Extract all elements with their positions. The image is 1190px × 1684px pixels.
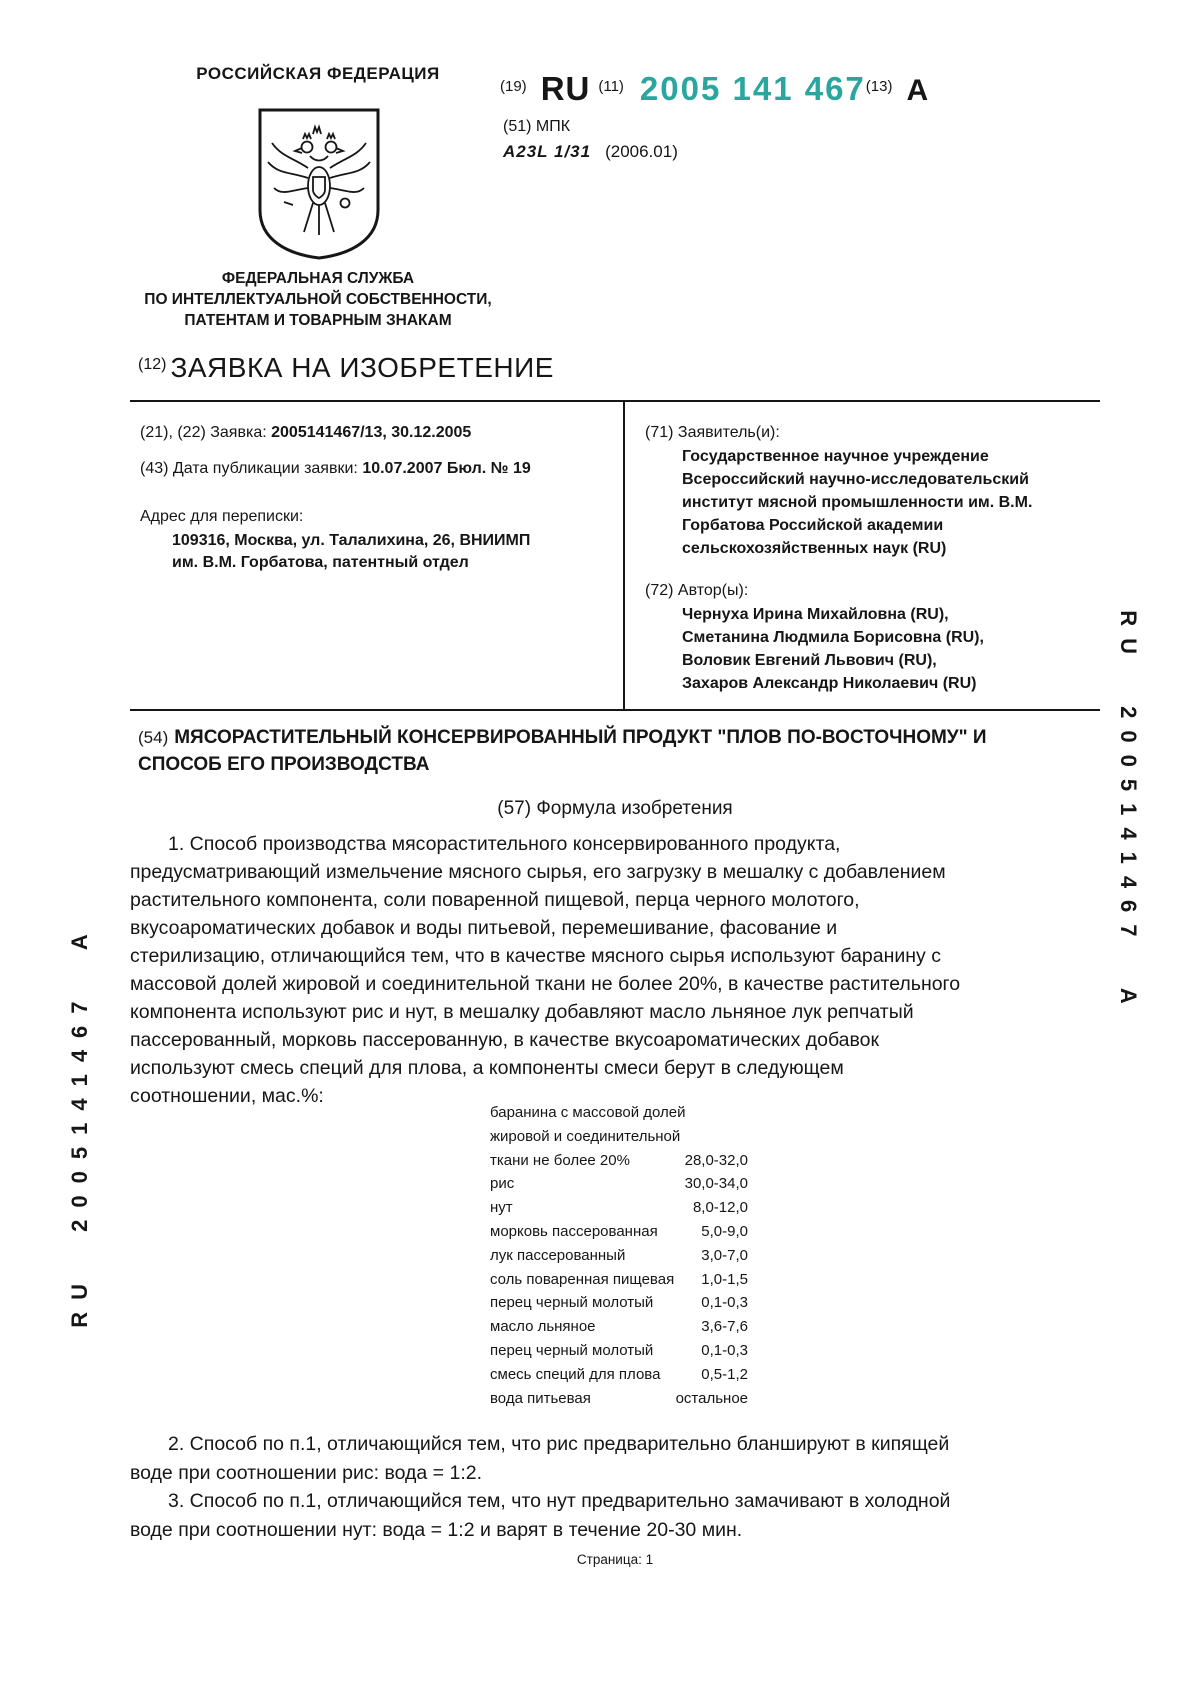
author-line: Чернуха Ирина Михайловна (RU), — [682, 606, 949, 623]
page-number: Страница: 1 — [576, 1552, 654, 1567]
claim-line: предусматривающий измельчение мясного сырья, его загрузку в мешалку с добавлением — [130, 861, 946, 883]
bibliographic-section — [130, 400, 1100, 711]
claim-line: компонента используют рис и нут, в мешалку добавляют масло льняное лук репчатый — [130, 1001, 914, 1023]
applicant-line: сельскохозяйственных наук (RU) — [682, 540, 947, 557]
country-code: RU — [540, 70, 591, 107]
claim-line: вкусоароматических добавок и воды питьевой, перемешивание, фасование и — [130, 917, 838, 939]
ingredient-name: баранина с массовой долей — [490, 1104, 686, 1121]
ingredient-row — [490, 1220, 748, 1244]
ingredient-row — [490, 1339, 748, 1363]
invention-title — [138, 724, 1068, 778]
agency-line: ФЕДЕРАЛЬНАЯ СЛУЖБА — [221, 270, 415, 287]
claim-line: растительного компонента, соли поваренной пищевой, перца черного молотого, — [130, 889, 860, 911]
correspondence-address-line: 109316, Москва, ул. Талалихина, 26, ВНИИМП — [172, 532, 531, 549]
ingredient-name: перец черный молотый — [490, 1294, 654, 1312]
ingredient-value: 3,6-7,6 — [701, 1318, 748, 1336]
ingredient-value: 3,0-7,0 — [701, 1246, 748, 1264]
ipc-version: (2006.01) — [605, 142, 678, 161]
applicant-label: (71) Заявитель(и): — [645, 424, 780, 441]
application-value: 2005141467/13, 30.12.2005 — [271, 424, 472, 441]
claim-line: воде при соотношении рис: вода = 1:2. — [130, 1461, 482, 1484]
ingredient-name: лук пассерованный — [490, 1246, 626, 1264]
ipc-class: A23L 1/31 — [503, 142, 592, 161]
application-row — [140, 424, 471, 442]
ingredient-value — [686, 1101, 749, 1125]
ingredient-value: остальное — [675, 1389, 748, 1407]
ingredient-name: перец черный молотый — [490, 1341, 654, 1359]
claim-line: 1. Способ производства мясорастительного консервированного продукта, — [168, 833, 841, 855]
ingredient-name: морковь пассерованная — [490, 1222, 658, 1240]
ingredient-value: 0,5-1,2 — [701, 1365, 748, 1383]
claim-line: используют смесь специй для плова, а компоненты смеси берут в следующем — [130, 1057, 844, 1079]
application-label: (21), (22) Заявка: — [140, 424, 267, 441]
ingredient-value: 0,1-0,3 — [701, 1341, 748, 1359]
ingredient-name: ткани не более 20% — [490, 1151, 630, 1169]
correspondence-address-line: им. В.М. Горбатова, патентный отдел — [172, 554, 469, 571]
document-type — [138, 352, 554, 384]
claim-line: 2. Способ по п.1, отличающийся тем, что рис предварительно бланшируют в кипящей — [168, 1433, 950, 1455]
publication-id-line — [500, 70, 928, 108]
ingredient-row — [490, 1291, 748, 1315]
applicant-line: Горбатова Российской академии — [682, 517, 944, 534]
ingredient-proportions-list — [490, 1101, 748, 1410]
ingredient-row — [490, 1172, 748, 1196]
invention-title-text: МЯСОРАСТИТЕЛЬНЫЙ КОНСЕРВИРОВАННЫЙ ПРОДУКТ "ПЛОВ ПО-ВОСТОЧНОМУ" И СПОСОБ ЕГО ПРОИЗВОДСТВА — [138, 727, 987, 775]
ingredient-value: 28,0-32,0 — [684, 1151, 748, 1169]
inid-code-19: (19) — [500, 78, 527, 95]
claim-line: пассерованный, морковь пассерованную, в качестве вкусоароматических добавок — [130, 1029, 880, 1051]
claims-2-and-3 — [130, 1430, 1120, 1544]
ingredient-row — [490, 1244, 748, 1268]
coat-of-arms — [253, 106, 385, 264]
ingredient-value: 0,1-0,3 — [701, 1294, 748, 1312]
ingredient-name: масло льняное — [490, 1318, 596, 1336]
ingredient-row — [490, 1125, 748, 1149]
document-type-title: ЗАЯВКА НА ИЗОБРЕТЕНИЕ — [170, 352, 554, 383]
inid-code-11: (11) — [598, 78, 624, 95]
ipc-label: (51) МПК — [503, 118, 571, 135]
inid-code-13: (13) — [865, 78, 893, 95]
ingredient-name: жировой и соединительной — [490, 1127, 681, 1145]
column-divider — [623, 402, 625, 709]
kind-code: A — [906, 74, 929, 107]
ingredient-name: соль поваренная пищевая — [490, 1270, 675, 1288]
claim-1 — [130, 830, 1120, 1110]
ipc-classification — [503, 142, 678, 162]
ingredient-row — [490, 1363, 748, 1387]
ingredient-name: смесь специй для плова — [490, 1365, 661, 1383]
inid-code-54: (54) — [138, 728, 169, 747]
agency-line: ПО ИНТЕЛЛЕКТУАЛЬНОЙ СОБСТВЕННОСТИ, — [144, 291, 492, 308]
ingredient-row — [490, 1196, 748, 1220]
ingredient-name: нут — [490, 1199, 513, 1217]
claim-line: соотношении, мас.%: — [130, 1085, 324, 1107]
ingredient-row — [490, 1387, 748, 1411]
publication-number: 2005 141 467 — [639, 70, 866, 107]
ingredient-value — [680, 1125, 748, 1149]
claims-heading: (57) Формула изобретения — [497, 798, 733, 819]
double-headed-eagle-icon — [253, 106, 385, 264]
publication-date-value: 10.07.2007 Бюл. № 19 — [362, 460, 531, 477]
applicant-line: Всероссийский научно-исследовательский — [682, 471, 1029, 488]
correspondence-address-label: Адрес для переписки: — [140, 508, 304, 525]
applicant-line: институт мясной промышленности им. В.М. — [682, 494, 1033, 511]
ingredient-value: 5,0-9,0 — [701, 1222, 748, 1240]
ingredient-value: 8,0-12,0 — [692, 1199, 748, 1217]
ingredient-name: вода питьевая — [490, 1389, 591, 1407]
claim-line: воде при соотношении нут: вода = 1:2 и варят в течение 20-30 мин. — [130, 1518, 743, 1541]
country-name: РОССИЙСКАЯ ФЕДЕРАЦИЯ — [196, 64, 440, 83]
ingredient-name: рис — [490, 1175, 515, 1193]
publication-date-row — [140, 460, 531, 478]
agency-name — [118, 268, 518, 331]
right-vertical-publication-number: RU 2005141467 A — [1116, 610, 1141, 1016]
ingredient-row — [490, 1101, 748, 1125]
applicant-line: Государственное научное учреждение — [682, 448, 989, 465]
authors-label: (72) Автор(ы): — [645, 582, 749, 599]
ingredient-row — [490, 1315, 748, 1339]
claim-line: 3. Способ по п.1, отличающийся тем, что нут предварительно замачивают в холодной — [168, 1490, 951, 1512]
ingredient-value: 30,0-34,0 — [684, 1175, 748, 1193]
ingredient-row — [490, 1149, 748, 1173]
author-line: Захаров Александр Николаевич (RU) — [682, 675, 977, 692]
claim-line: массовой долей жировой и соединительной ткани не более 20%, в качестве растительного — [130, 973, 961, 995]
author-line: Воловик Евгений Львович (RU), — [682, 652, 937, 669]
ingredient-value: 1,0-1,5 — [701, 1270, 748, 1288]
author-line: Сметанина Людмила Борисовна (RU), — [682, 629, 984, 646]
claim-line: стерилизацию, отличающийся тем, что в качестве мясного сырья используют баранину с — [130, 945, 941, 967]
agency-line: ПАТЕНТАМ И ТОВАРНЫМ ЗНАКАМ — [184, 312, 452, 329]
inid-code-12: (12) — [138, 356, 167, 373]
publication-date-label: (43) Дата публикации заявки: — [140, 460, 358, 477]
left-vertical-publication-number: RU 2005141467 A — [67, 922, 92, 1328]
ingredient-row — [490, 1268, 748, 1292]
